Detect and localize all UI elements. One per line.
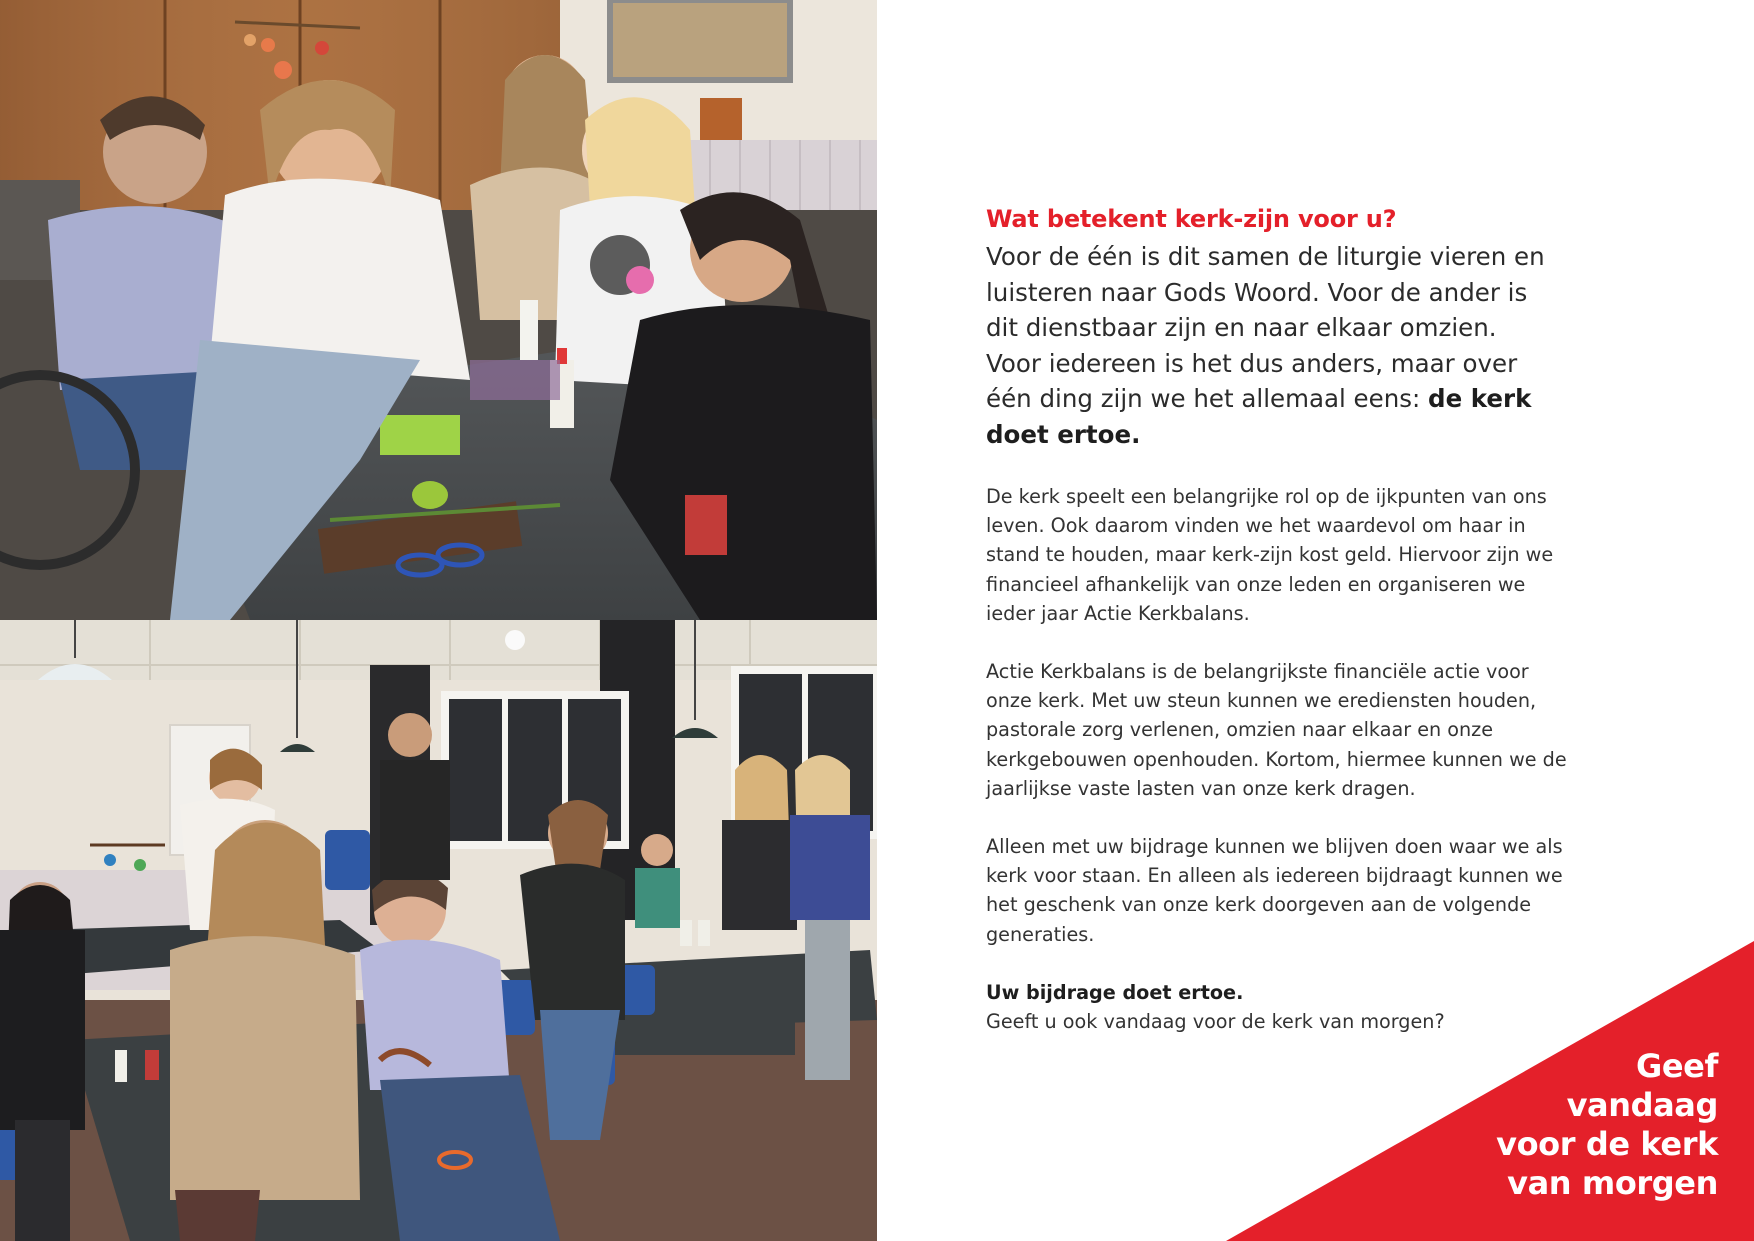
paragraph-3: Alleen met uw bijdrage kunnen we blijven doen waar we als kerk voor staan. En alleen als iedereen bijdraagt kunnen we het geschenk van onze kerk doorgeven aan de volgende generaties.: [986, 835, 1563, 946]
corner-slogan: [1496, 1047, 1718, 1203]
paragraph-2: Actie Kerkbalans is de belangrijkste financiële actie voor onze kerk. Met uw steun kunnen we erediensten houden, pastorale zorg verlenen, omzien naar elkaar en onze kerkgebouwen openhouden. Kortom, hiermee kunnen we de jaarlijkse vaste lasten van onze kerk dragen.: [986, 660, 1567, 800]
slogan-line-3: voor de kerk: [1496, 1125, 1718, 1163]
closing-text: Geeft u ook vandaag voor de kerk van morgen?: [986, 1010, 1445, 1034]
slogan-line-2: vandaag: [1566, 1086, 1718, 1124]
slogan-line-4: van morgen: [1507, 1164, 1718, 1202]
photo-bottom: [0, 620, 877, 1241]
craft-activity-closeup-photo: [0, 0, 877, 620]
intro-paragraph: [986, 239, 1546, 452]
article-heading: Wat betekent kerk-zijn voor u?: [986, 205, 1397, 233]
article: [986, 205, 1586, 1036]
craft-activity-room-photo: [0, 620, 877, 1241]
photo-top: [0, 0, 877, 620]
intro-bold-text: de kerk doet ertoe.: [986, 384, 1532, 449]
corner-banner: [1226, 941, 1754, 1241]
slogan-line-1: Geef: [1636, 1047, 1718, 1085]
closing-bold: Uw bijdrage doet ertoe.: [986, 980, 1244, 1004]
paragraph-1: De kerk speelt een belangrijke rol op de ijkpunten van ons leven. Ook daarom vinden we het waardevol om haar in stand te houden, maar kerk-zijn kost geld. Hiervoor zijn we financieel afhankelijk van onze leden en organiseren we ieder jaar Actie Kerkbalans.: [986, 485, 1554, 625]
intro-text: Voor de één is dit samen de liturgie vieren en luisteren naar Gods Woord. Voor de ander is dit dienstbaar zijn en naar elkaar omzien. Voor iedereen is het dus anders, maar over één ding zijn we het allemaal eens:: [986, 242, 1545, 413]
